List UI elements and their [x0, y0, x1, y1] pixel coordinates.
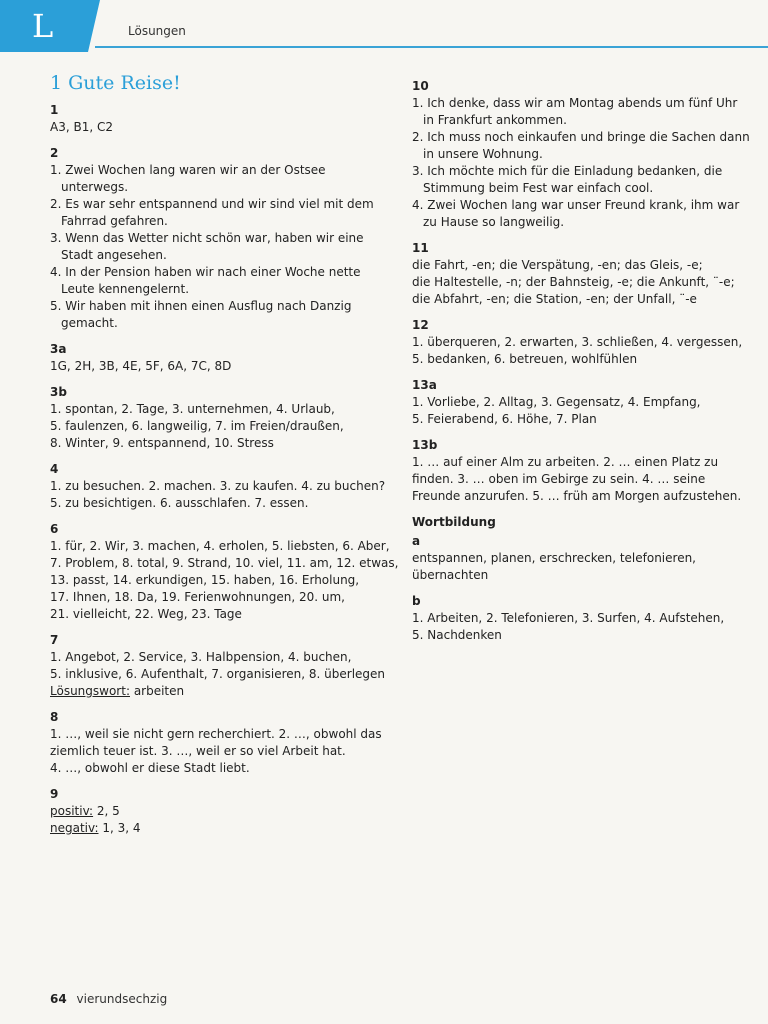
exercise-block — [50, 341, 390, 375]
answer-line: 21. vielleicht, 22. Weg, 23. Tage — [50, 607, 242, 621]
answer-line: 5. Feierabend, 6. Höhe, 7. Plan — [412, 412, 597, 426]
solution-word-value: arbeiten — [130, 684, 185, 698]
header-rule — [95, 46, 768, 48]
answer-line: 5. zu besichtigen. 6. ausschlafen. 7. essen. — [50, 496, 309, 510]
answer-line: 1. … auf einer Alm zu arbeiten. 2. … einen Platz zu — [412, 455, 719, 469]
answer-line: die Abfahrt, -en; die Station, -en; der Unfall, ¨-e — [412, 292, 697, 306]
page-header — [0, 0, 768, 52]
exercise-list-right — [412, 78, 752, 644]
chapter-letter: L — [32, 7, 54, 45]
exercise-number: 10 — [412, 79, 429, 93]
exercise-block — [50, 461, 390, 512]
header-title: Lösungen — [128, 24, 186, 38]
answer-line: 1. …, weil sie nicht gern recherchiert. 2. …, obwohl das — [50, 727, 382, 741]
exercise-number: Wortbildung — [412, 515, 496, 529]
exercise-number: 8 — [50, 710, 59, 724]
exercise-block — [412, 437, 752, 505]
answer-line: die Fahrt, -en; die Verspätung, -en; das Gleis, -e; — [412, 258, 703, 272]
answer-line: 1. Angebot, 2. Service, 3. Halbpension, 4. buchen, — [50, 650, 352, 664]
exercise-block — [412, 514, 752, 584]
exercise-number: 3b — [50, 385, 67, 399]
exercise-block — [50, 709, 390, 777]
answer-line: 17. Ihnen, 18. Da, 19. Ferienwohnungen, 20. um, — [50, 590, 345, 604]
answer-line: 4. Zwei Wochen lang war unser Freund krank, ihm war zu Hause so langweilig. — [412, 198, 740, 229]
answer-line: 7. Problem, 8. total, 9. Strand, 10. viel, 11. am, 12. etwas, — [50, 556, 399, 570]
solution-word-label: Lösungswort: — [50, 684, 130, 698]
answer-line: A3, B1, C2 — [50, 120, 113, 134]
answer-line: 1. Ich denke, dass wir am Montag abends um fünf Uhr in Frankfurt ankommen. — [412, 96, 738, 127]
exercise-block — [412, 240, 752, 308]
answer-line: 1. Arbeiten, 2. Telefonieren, 3. Surfen, 4. Aufstehen, — [412, 611, 725, 625]
exercise-number: b — [412, 594, 421, 608]
solution-word-line — [50, 683, 390, 700]
answer-line: 1G, 2H, 3B, 4E, 5F, 6A, 7C, 8D — [50, 359, 232, 373]
exercise-block — [412, 377, 752, 428]
exercise-block — [412, 317, 752, 368]
answer-pair-label: negativ: — [50, 821, 99, 835]
exercise-block — [50, 145, 390, 332]
exercise-number: 6 — [50, 522, 59, 536]
answer-pair-line — [50, 803, 390, 820]
answer-line: 8. Winter, 9. entspannend, 10. Stress — [50, 436, 274, 450]
page-number: 64 — [50, 992, 67, 1006]
answer-line: 5. faulenzen, 6. langweilig, 7. im Freien/draußen, — [50, 419, 344, 433]
answer-line: 5. inklusive, 6. Aufenthalt, 7. organisieren, 8. überlegen — [50, 667, 386, 681]
exercise-block — [50, 786, 390, 837]
exercise-number: 3a — [50, 342, 67, 356]
answer-line: 3. Wenn das Wetter nicht schön war, haben wir eine Stadt angesehen. — [50, 231, 364, 262]
exercise-block — [50, 632, 390, 700]
answer-pair-label: positiv: — [50, 804, 94, 818]
answer-line: 5. bedanken, 6. betreuen, wohlfühlen — [412, 352, 638, 366]
exercise-block — [50, 102, 390, 136]
answer-line: 1. Zwei Wochen lang waren wir an der Ostsee unterwegs. — [50, 163, 326, 194]
exercise-subheading: a — [412, 534, 421, 548]
answer-line: entspannen, planen, erschrecken, telefonieren, — [412, 551, 696, 565]
answer-line: 5. Nachdenken — [412, 628, 502, 642]
exercise-number: 12 — [412, 318, 429, 332]
exercise-block — [50, 521, 399, 623]
answer-line: 1. für, 2. Wir, 3. machen, 4. erholen, 5. liebsten, 6. Aber, — [50, 539, 390, 553]
page-number-word: vierundsechzig — [76, 992, 168, 1006]
left-column — [50, 72, 399, 846]
exercise-number: 13b — [412, 438, 438, 452]
right-column — [412, 78, 752, 653]
answer-line: 13. passt, 14. erkundigen, 15. haben, 16. Erholung, — [50, 573, 360, 587]
answer-line: 3. Ich möchte mich für die Einladung bedanken, die Stimmung beim Fest war einfach cool. — [412, 164, 723, 195]
answer-line: 4. …, obwohl er diese Stadt liebt. — [50, 761, 250, 775]
answer-line: übernachten — [412, 568, 489, 582]
answer-line: 2. Es war sehr entspannend und wir sind viel mit dem Fahrrad gefahren. — [50, 197, 374, 228]
exercise-number: 4 — [50, 462, 59, 476]
exercise-number: 7 — [50, 633, 59, 647]
exercise-block — [50, 384, 390, 452]
answer-line: 1. überqueren, 2. erwarten, 3. schließen, 4. vergessen, — [412, 335, 743, 349]
exercise-number: 13a — [412, 378, 437, 392]
exercise-number: 11 — [412, 241, 429, 255]
exercise-block — [412, 78, 752, 231]
answer-pair-line — [50, 820, 390, 837]
section-title: 1 Gute Reise! — [50, 72, 181, 94]
exercise-block — [412, 593, 752, 644]
answer-line: die Haltestelle, -n; der Bahnsteig, -e; die Ankunft, ¨-e; — [412, 275, 735, 289]
answer-line: 5. Wir haben mit ihnen einen Ausflug nach Danzig gemacht. — [50, 299, 352, 330]
answer-line: 1. zu besuchen. 2. machen. 3. zu kaufen. 4. zu buchen? — [50, 479, 386, 493]
answer-line: 4. In der Pension haben wir nach einer Woche nette Leute kennengelernt. — [50, 265, 361, 296]
answer-line: 1. Vorliebe, 2. Alltag, 3. Gegensatz, 4. Empfang, — [412, 395, 701, 409]
answer-line: 2. Ich muss noch einkaufen und bringe die Sachen dann in unsere Wohnung. — [412, 130, 750, 161]
exercise-list-left — [50, 102, 399, 837]
answer-line: 1. spontan, 2. Tage, 3. unternehmen, 4. Urlaub, — [50, 402, 335, 416]
answer-pair-value: 2, 5 — [93, 804, 120, 818]
page-footer — [50, 992, 167, 1006]
answer-pair-value: 1, 3, 4 — [98, 821, 141, 835]
exercise-number: 2 — [50, 146, 59, 160]
answer-line: Freunde anzurufen. 5. … früh am Morgen aufzustehen. — [412, 489, 742, 503]
exercise-number: 1 — [50, 103, 59, 117]
answer-line: finden. 3. … oben im Gebirge zu sein. 4. … seine — [412, 472, 706, 486]
exercise-number: 9 — [50, 787, 59, 801]
answer-line: ziemlich teuer ist. 3. …, weil er so viel Arbeit hat. — [50, 744, 346, 758]
